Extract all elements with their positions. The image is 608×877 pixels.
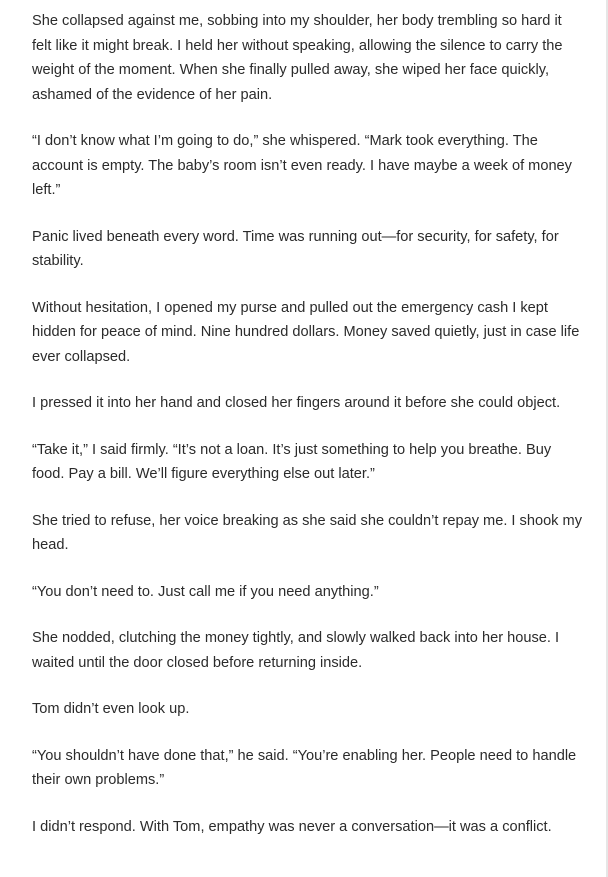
paragraph: “You don’t need to. Just call me if you need anything.”: [32, 583, 379, 600]
paragraph: I didn’t respond. With Tom, empathy was never a conversation—it was a conflict.: [32, 818, 552, 835]
paragraph: “I don’t know what I’m going to do,” she whispered. “Mark took everything. The account is empty. The baby’s room isn’t even ready. I have maybe a week of money left.”: [32, 133, 572, 198]
article-body: [32, 9, 584, 861]
paragraph: “You shouldn’t have done that,” he said. “You’re enabling her. People need to handle their own problems.”: [32, 747, 577, 788]
paragraph: She tried to refuse, her voice breaking as she said she couldn’t repay me. I shook my head.: [32, 512, 582, 553]
paragraph: Without hesitation, I opened my purse and pulled out the emergency cash I kept hidden for peace of mind. Nine hundred dollars. Money saved quietly, just in case life ever collapsed.: [32, 299, 580, 365]
paragraph: Tom didn’t even look up.: [32, 701, 190, 717]
paragraph: “Take it,” I said firmly. “It’s not a loan. It’s just something to help you breathe. Buy food. Pay a bill. We’ll figure everything else out later.”: [32, 441, 552, 482]
paragraph: She nodded, clutching the money tightly, and slowly walked back into her house. I waited until the door closed before returning inside.: [32, 630, 560, 671]
paragraph: She collapsed against me, sobbing into my shoulder, her body trembling so hard it felt like it might break. I held her without speaking, allowing the silence to carry the weight of the moment. When she finally pulled away, she wiped her face quickly, ashamed of the evidence of her pain.: [32, 13, 563, 103]
paragraph: Panic lived beneath every word. Time was running out—for security, for safety, for stability.: [32, 228, 559, 269]
paragraph: I pressed it into her hand and closed her fingers around it before she could object.: [32, 395, 561, 411]
